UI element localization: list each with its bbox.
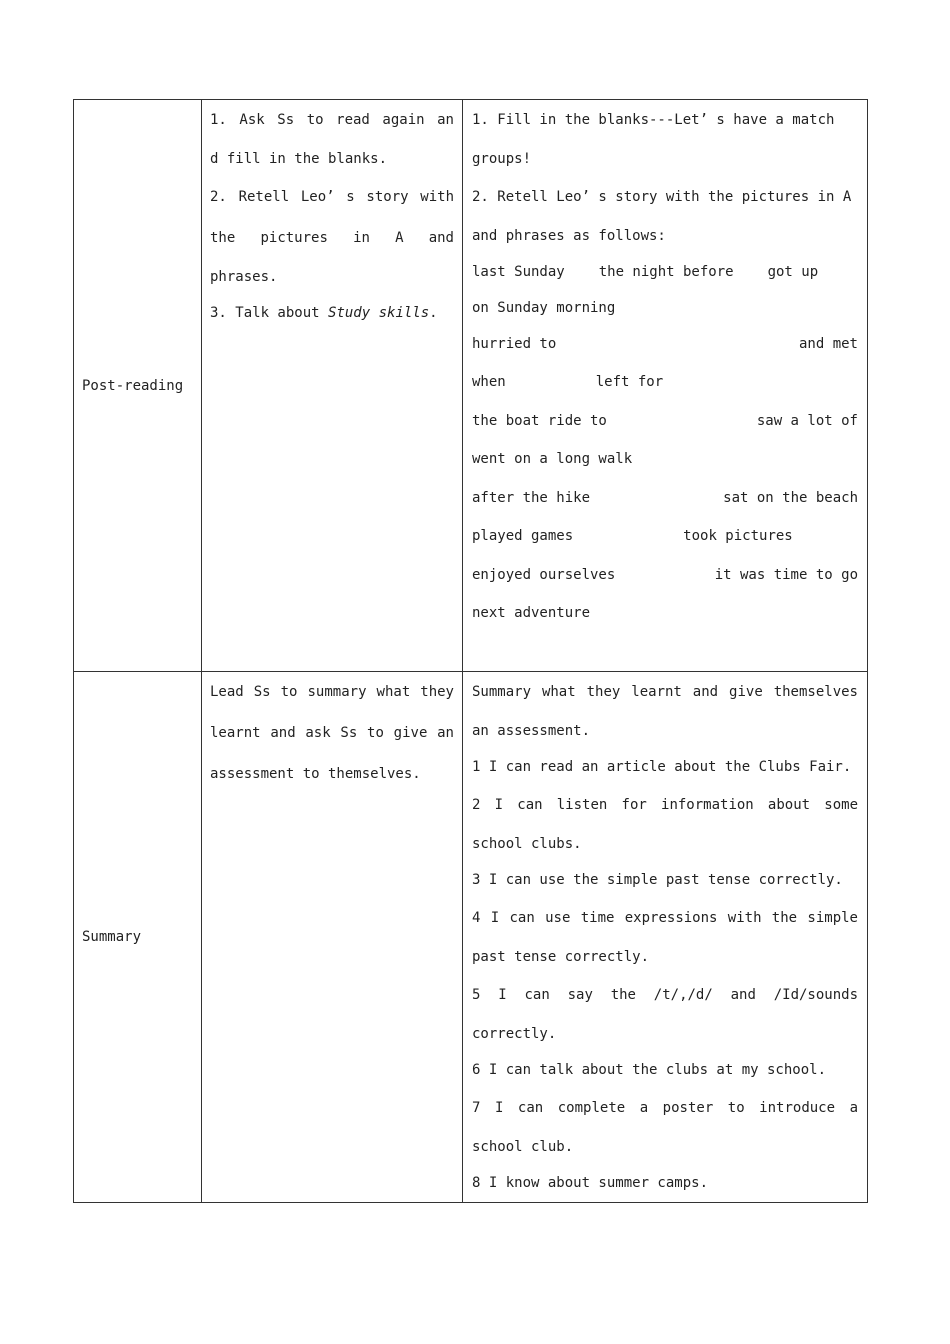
stage-label-summary: Summary [74,672,202,1203]
student-line: Summary what they learnt and give themselves [472,684,858,700]
phrase-row [472,516,858,557]
phrase: the night before [598,264,734,280]
student-line: groups! [472,151,532,167]
phrase: took pictures [683,528,793,544]
phrase-row [472,480,858,516]
summary-row [74,672,868,1203]
teacher-line: assessment to themselves. [210,766,421,782]
student-line: correctly. [472,1026,557,1042]
teacher-activities-post-reading [202,100,463,672]
phrase: and met [798,336,858,352]
student-line: 5 I can say the /t/,/d/ and /Id/sounds [472,987,858,1003]
phrase: it was time to go [714,567,858,583]
study-skills-italic: Study skills [328,305,430,321]
phrase-row [472,439,858,480]
post-reading-row [74,100,868,672]
phrase: saw a lot of [756,413,858,429]
phrase-row [472,326,858,362]
teacher-line: learnt and ask Ss to give an [210,725,454,741]
teacher-line: 1. Ask Ss to read again an [210,112,454,128]
student-line: 6 I can talk about the clubs at my school. [472,1062,827,1078]
student-line: 4 I can use time expressions with the simple [472,910,858,926]
phrase-row [472,593,858,634]
phrase-row [472,362,858,403]
lesson-plan-table [73,99,868,1203]
student-activities-summary [463,672,868,1203]
phrase: next adventure [472,605,591,621]
teacher-line: d fill in the blanks. [210,151,388,167]
phrase: on Sunday morning [472,300,616,316]
student-line: an assessment. [472,723,591,739]
student-line: school clubs. [472,836,582,852]
student-line: 7 I can complete a poster to introduce a [472,1100,858,1116]
phrase: the boat ride to [472,413,607,429]
student-line: 2. Retell Leo’ s story with the pictures in A [472,189,852,205]
phrase: last Sunday [472,264,565,280]
student-line: school club. [472,1139,574,1155]
phrase-row [472,557,858,593]
student-line: 3 I can use the simple past tense correctly. [472,872,843,888]
phrase: went on a long walk [472,451,633,467]
phrase-row [472,290,858,326]
student-line: 1. Fill in the blanks---Let’ s have a match [472,112,835,128]
teacher-line: Lead Ss to summary what they [210,684,454,700]
phrase: played games [472,528,574,544]
student-activities-post-reading [463,100,868,672]
phrase: enjoyed ourselves [472,567,616,583]
student-line: and phrases as follows: [472,228,666,244]
phrase: got up [767,264,819,280]
phrase: sat on the beach [723,490,858,506]
phrase: after the hike [472,490,591,506]
teacher-line: the pictures in A and [210,230,454,246]
stage-label-post-reading: Post-reading [74,100,202,672]
student-line: 8 I know about summer camps. [472,1175,709,1191]
student-line: past tense correctly. [472,949,650,965]
teacher-line: 2. Retell Leo’ s story with [210,189,454,205]
phrase: when [472,374,506,390]
student-line: 1 I can read an article about the Clubs Fair. [472,759,852,775]
phrase: hurried to [472,336,557,352]
teacher-line-study-skills: 3. Talk about Study skills. [210,305,438,321]
student-line: 2 I can listen for information about some [472,797,858,813]
teacher-activities-summary [202,672,463,1203]
phrase-row [472,254,858,290]
teacher-line: phrases. [210,269,278,285]
phrase-row [472,403,858,439]
phrase: left for [595,374,664,390]
